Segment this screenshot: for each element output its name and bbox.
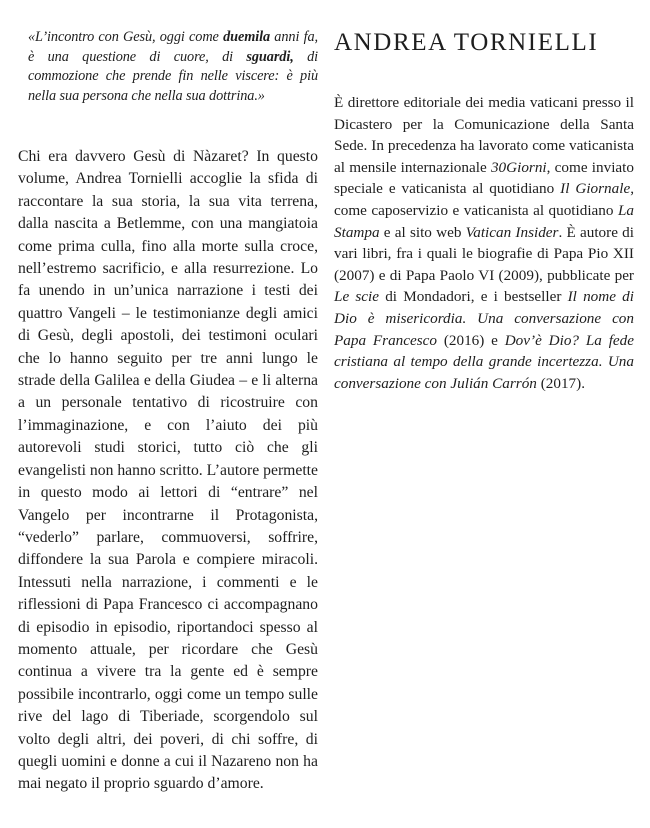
bio-italic-title: Il nome di Dio è misericordia. Una conversazione con Papa Francesco <box>334 288 634 349</box>
quote-emphasis-2: sguardi, <box>246 48 294 65</box>
bio-text-segment: , come inviato speciale e vaticanista al quotidiano <box>334 158 634 198</box>
quote-emphasis-1: duemila <box>223 29 271 45</box>
quote-part-1: «L’incontro con Gesù, oggi come <box>28 29 224 45</box>
quote-part-3: di commozione che prende fin nelle viscere: è più nella sua persona che nella sua dottrina.» <box>28 48 318 104</box>
bio-text-segment: (2016) e <box>437 331 505 349</box>
author-name: ANDREA TORNIELLI <box>334 29 599 56</box>
bio-text-segment: , come caposervizio e vaticanista al quotidiano <box>334 180 634 219</box>
right-column <box>334 28 634 394</box>
author-bio <box>334 92 634 394</box>
bio-italic-title: 30Giorni <box>490 158 547 176</box>
bio-italic-title: Vatican Insider <box>465 223 559 241</box>
bio-text-segment: (2017). <box>536 374 585 392</box>
bio-italic-title: La Stampa <box>334 201 634 241</box>
bio-text-segment: e al sito web <box>379 223 466 241</box>
book-description: Chi era davvero Gesù di Nàzaret? In questo volume, Andrea Tornielli accoglie la sfida di raccontare la sua storia, la sua vita terrena, dalla nascita a Betlemme, con una mangiatoia come prima culla, fino alla morte sulla croce, nell’estremo sacrificio, e alla resurrezione. Lo fa unendo in un’unica narrazione i testi dei quattro Vangeli – le testimonianze degli amici di Gesù, degli apostoli, dei testimoni oculari che lo hanno seguito per tre anni lungo le strade della Galilea e della Giudea – e li alterna a un personale tentativo di ricostruire con l’immaginazione, e con l’aiuto dei più autorevoli studi storici, tutto ciò che gli evangelisti non hanno scritto. L’autore permette in questo modo ai lettori di “entrare” nel Vangelo per incontrarne il Protagonista, “vederlo” parlare, commuoversi, soffrire, diffondere la sua Parola e compiere miracoli. Intessuti nella narrazione, i commenti e le riflessioni di Papa Francesco ci accompagnano di episodio in episodio, riportandoci spesso al momento attuale, per ricordare che Gesù continua a vivere tra la gente ed è sempre possibile incontrarlo, oggi come un tempo sulle rive del lago di Tiberiade, scorgendolo sul volto degli altri, dei poveri, di chi soffre, di quegli uomini e donne a cui il Nazareno non ha mai negato il proprio sguardo d’amore. <box>18 148 319 793</box>
bio-text-segment: di Mondadori, e i bestseller <box>379 288 568 306</box>
pull-quote <box>28 28 318 106</box>
bio-italic-title: Dov’è Dio? La fede cristiana al tempo della grande incertezza. Una conversazione con Julián Carrón <box>334 331 635 392</box>
bio-italic-title: Il Giornale <box>560 180 631 198</box>
bio-text-segment: È direttore editoriale dei media vaticani presso il Dicastero per la Comunicazione della Santa Sede. In precedenza ha lavorato come vaticanista al mensile internazionale <box>334 94 634 176</box>
bio-italic-title: Le scie <box>334 288 379 306</box>
left-column <box>18 28 318 796</box>
bio-text-segment: . È autore di vari libri, fra i quali le biografie di Papa Pio XII (2007) e di Papa Paolo VI (2009), pubblicate per <box>334 223 634 284</box>
quote-part-2: anni fa, è una questione di cuore, di <box>28 29 318 65</box>
